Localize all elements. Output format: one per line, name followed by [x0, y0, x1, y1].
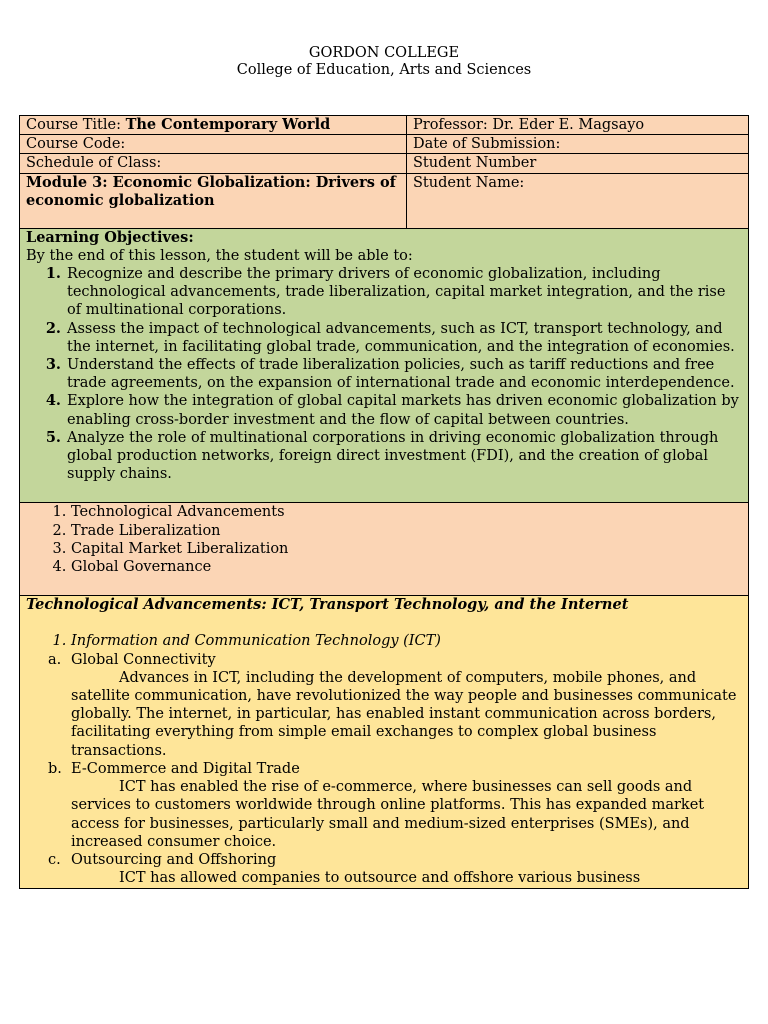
date-submission-cell: Date of Submission:: [407, 135, 749, 154]
course-title-row: [20, 116, 749, 135]
student-name-cell: Student Name:: [407, 173, 749, 228]
sections-list: [26, 651, 742, 888]
section-text: ICT has allowed companies to outsource and offshore various business: [119, 870, 641, 887]
course-title-cell: Course Title: The Contemporary World: [20, 116, 407, 135]
objective-item: 4. Explore how the integration of global capital markets has driven economic globalization by enabling cross-border investment and the flow of capital between countries.: [66, 392, 742, 428]
section-title: Outsourcing and Offshoring: [71, 851, 277, 868]
module-table: [19, 115, 749, 889]
objective-item: 2. Assess the impact of technological advancements, such as ICT, transport technology, and the internet, in facilitating global trade, communication, and the integration of economies.: [66, 320, 742, 356]
topic-item: 4. Global Governance: [71, 558, 742, 576]
section-label: c.: [48, 851, 61, 868]
schedule-row: [20, 154, 749, 173]
course-title-value: The Contemporary World: [125, 116, 331, 133]
section-title: E-Commerce and Digital Trade: [71, 760, 300, 777]
section-label: b.: [48, 760, 62, 777]
course-code-cell: Course Code:: [20, 135, 407, 154]
objective-item: 1. Recognize and describe the primary drivers of economic globalization, including technological advancements, trade liberalization, capital market integration, and the rise of multinational corporations.: [66, 265, 742, 320]
objective-item: 5. Analyze the role of multinational corporations in driving economic globalization through global production networks, foreign direct investment (FDI), and the creation of global supply chains.: [66, 429, 742, 484]
content-row: [20, 596, 749, 889]
section-label: a.: [48, 651, 62, 668]
course-code-row: [20, 135, 749, 154]
content-heading: Technological Advancements: ICT, Transport Technology, and the Internet: [26, 596, 629, 614]
section-item: [48, 651, 742, 760]
topic-item: 2. Trade Liberalization: [71, 522, 742, 540]
topic-item: 3. Capital Market Liberalization: [71, 540, 742, 558]
subheading-list: [26, 632, 742, 650]
student-number-cell: Student Number: [407, 154, 749, 173]
content-subheading: 1. Information and Communication Technology (ICT): [71, 632, 742, 650]
section-text: Advances in ICT, including the development of computers, mobile phones, and satellite communication, have revolutionized the way people and businesses communicate globally. The internet, in particular, has enabled instant communication across borders, facilitating everything from simple email exchanges to complex global business transactions.: [71, 669, 737, 759]
schedule-cell: Schedule of Class:: [20, 154, 407, 173]
topic-item: 1. Technological Advancements: [71, 503, 742, 521]
section-text: ICT has enabled the rise of e-commerce, where businesses can sell goods and services to customers worldwide through online platforms. This has expanded market access for businesses, particularly small and medium-sized enterprises (SMEs), and increased consumer choice.: [71, 779, 705, 850]
section-item: [48, 851, 742, 887]
objectives-list: [26, 265, 742, 483]
college-name: College of Education, Arts and Sciences: [236, 62, 532, 78]
institution-name: GORDON COLLEGE: [308, 45, 460, 61]
learning-objectives-intro: By the end of this lesson, the student will be able to:: [26, 247, 413, 264]
module-title: Module 3: Economic Globalization: Drivers of economic globalization: [26, 173, 396, 209]
learning-objectives-row: [20, 228, 749, 503]
section-title: Global Connectivity: [71, 651, 216, 668]
module-row: [20, 173, 749, 228]
professor-cell: Professor: Dr. Eder E. Magsayo: [407, 116, 749, 135]
document-header: [0, 45, 768, 79]
objective-item: 3. Understand the effects of trade liberalization policies, such as tariff reductions and free trade agreements, on the expansion of international trade and economic interdependence.: [66, 356, 742, 392]
topics-list: [26, 503, 742, 576]
learning-objectives-title: Learning Objectives:: [26, 228, 194, 246]
section-item: [48, 760, 742, 851]
topics-row: [20, 503, 749, 596]
